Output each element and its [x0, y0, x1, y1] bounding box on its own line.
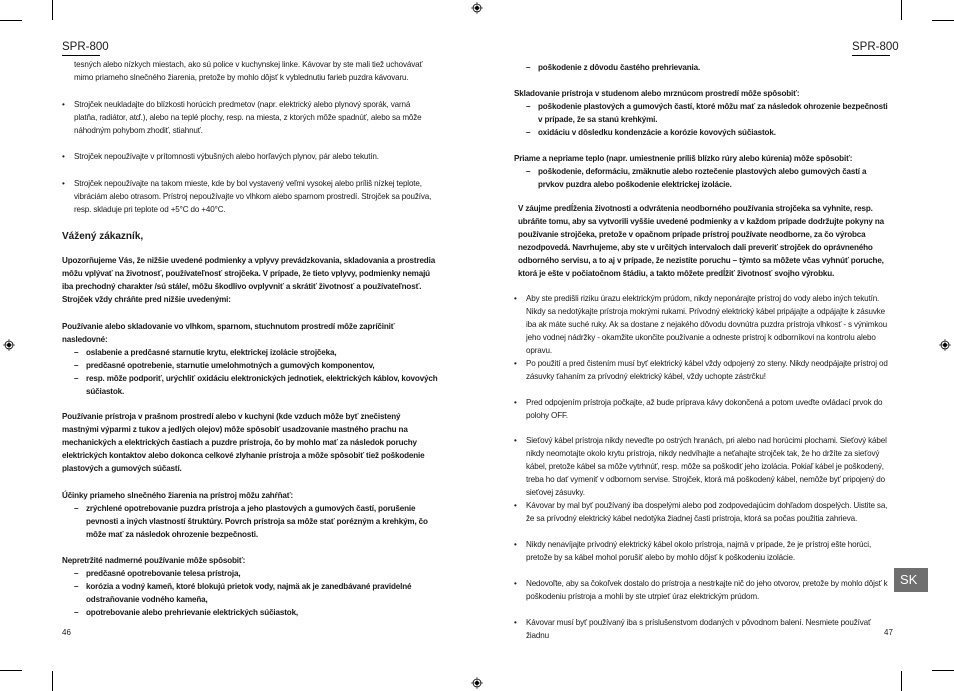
- left-continued-text: tesných alebo nízkych miestach, ako sú police v kuchynskej linke. Kávovar by ste mali tiež uchovávať mimo priameho slnečného žiarenia, pretože by mohlo dôjsť k vyblednutiu farieb puzdra kávovaru.: [74, 60, 423, 82]
- crop-mark: [52, 0, 53, 20]
- dash-mark: –: [526, 102, 531, 111]
- dash-mark: –: [74, 374, 79, 383]
- bullet-mark: •: [62, 100, 65, 109]
- dash-mark: –: [74, 569, 79, 578]
- dash-text: opotrebovanie alebo prehrievanie elektrických súčiastok,: [86, 608, 299, 617]
- bullet-text: Strojček neukladajte do blízkosti horúcich predmetov (napr. elektrický alebo plynový sporák, varná platňa, radiátor, atď.), alebo na teplé plochy, resp. na miesta, z ktorých môže spadnúť, alebo sa môže náhodným pohybom zhodiť, stiahnuť.: [74, 100, 422, 135]
- bullet-text: Nedovoľte, aby sa čokoľvek dostalo do prístroja a nestrkajte nič do jeho otvorov, pretože by mohlo dôjsť k poškodeniu prístroja a mohli by ste utrpieť úraz elektrickým prúdom.: [526, 579, 888, 601]
- bullet-text: Kávovar by mal byť používaný iba dospelými alebo pod zodpovedajúcim dohľadom dospelých. Uistite sa, že sa prívodný elektrický kábel nedotýka žiadnej časti prístroja, ktorá sa počas použitia zahrieva.: [526, 501, 888, 523]
- bullet-text: Strojček nepoužívajte v prítomnosti výbušných alebo horľavých plynov, pár alebo tekutín.: [74, 152, 379, 161]
- right-bullet-5: [514, 499, 892, 527]
- left-sec4-item-3: [74, 606, 438, 619]
- bullet-mark: •: [62, 152, 65, 161]
- left-sec1-item-2: [74, 359, 438, 372]
- dash-text: predčasné opotrebovanie telesa prístroja,: [86, 569, 241, 578]
- dash-text: oslabenie a predčasné starnutie krytu, elektrickej izolácie strojčeka,: [86, 348, 337, 357]
- left-sec1-item-1: [74, 346, 438, 359]
- bullet-text: Po použití a pred čistením musí byť elektrický kábel vždy odpojený zo steny. Nikdy neodpájajte prístroj od zásuvky ťahaním za prívodný elektrický kábel, vždy uchopte zástrčku!: [526, 359, 888, 381]
- left-sec4-item-2: [74, 580, 438, 606]
- left-page-number: 46: [62, 628, 71, 637]
- dash-text: resp. môže podporiť, urýchliť oxidáciu elektronických jednotiek, elektrických káblov, kovových súčiastok.: [86, 374, 438, 396]
- bullet-text: Kávovar musí byť používaný iba s príslušenstvom dodaných v pôvodnom balení. Nesmiete používať žiadnu: [526, 618, 871, 640]
- right-bullet-6: [514, 538, 892, 566]
- left-page-header: SPR-800: [62, 41, 109, 53]
- bullet-mark: •: [514, 618, 517, 627]
- left-sec2-text: Používanie prístroja v prašnom prostredí alebo v kuchyni (kde vzduch môže byť znečistený mastnými výparmi z tukov a jedlých olejov) môže spôsobiť usadzovanie mastného prachu na mechanických a elektrických častiach a puzdre prístroja, čo by mohlo mať za následok poruchy elektrických kontaktov alebo dokonca celkové zlyhanie prístroja a môže spôsobiť tiež poškodenie plastových a gumových súčastí.: [62, 412, 425, 473]
- crop-mark: [0, 670, 22, 671]
- right-sec5-item-2: [526, 126, 892, 139]
- dash-text: poškodenie z dôvodu častého prehrievania.: [538, 63, 701, 72]
- crop-mark: [901, 671, 902, 691]
- dash-text: predčasné opotrebenie, starnutie umelohmotných a gumových komponentov,: [86, 361, 375, 370]
- left-intro: Upozorňujeme Vás, že nižšie uvedené podmienky a vplyvy prevádzkovania, skladovania a prostredia môžu vplývať na životnosť, používateľnosť strojčeka. V prípade, že tieto vplyvy, podmienky nemajú iba prechodný charakter /sú stále/, môžu škodlivo ovplyvniť a skrátiť životnosť a používateľnosť. Strojček vždy chráňte pred nižšie uvedenými:: [62, 256, 436, 304]
- registration-mark-icon: [3, 339, 15, 351]
- right-header-rule: [852, 55, 890, 56]
- right-sec6-title: Priame a nepriame teplo (napr. umiestnenie príliš blízko rúry alebo kúrenia) môže spôsobiť:: [514, 154, 853, 163]
- dash-mark: –: [526, 167, 531, 176]
- left-sec4-title: Nepretržité nadmerné používanie môže spôsobiť:: [62, 556, 246, 565]
- right-bullet-1: [514, 292, 892, 355]
- crop-mark: [901, 0, 902, 20]
- bullet-text: Strojček nepoužívajte na takom mieste, kde by bol vystavený veľmi vysokej alebo príliš nízkej teplote, vibráciám alebo otrasom. Prístroj nepoužívajte vo vlhkom alebo sparnom prostredí. Strojček sa používa, resp. skladuje pri teplote od +5°C do +40°C.: [74, 179, 432, 214]
- left-sec1-item-3: [74, 372, 438, 398]
- bullet-mark: •: [514, 359, 517, 368]
- crop-mark: [52, 671, 53, 691]
- bullet-text: Pred odpojením prístroja počkajte, až bude príprava kávy dokončená a potom uveďte ovládací prvok do polohy OFF.: [526, 398, 883, 420]
- bullet-mark: •: [514, 398, 517, 407]
- bullet-mark: •: [514, 501, 517, 510]
- right-note: V záujme predĺženia životnosti a odvrátenia neodborného používania strojčeka sa vyhnite, resp. ubráňte tomu, aby sa vytvorili vyššie uvedené podmienky a v každom prípade dodržujte pokyny na používanie strojčeka, pretože v opačnom prípade prístroj používate neodborne, za čo výrobca nezodpovedá. Navrhujeme, aby ste v určitých intervaloch dali preveriť strojček do oprávneného odborného servisu, a to aj v prípade, že nezistíte poruchu – týmto sa môžete včas vyhnúť poruche, ktorá je ešte v počiatočnom štádiu, a takto môžete predĺžiť životnosť svojho výrobku.: [518, 204, 884, 278]
- dash-mark: –: [526, 128, 531, 137]
- right-page-number: 47: [884, 628, 893, 637]
- bullet-text: Nikdy nenavíjajte prívodný elektrický kábel okolo prístroja, najmä v prípade, že je prístroj ešte horúci, pretože by sa kábel mohol porušiť alebo by mohlo dôjsť k poškodeniu izolácie.: [526, 540, 872, 562]
- bullet-mark: •: [514, 294, 517, 303]
- language-tab-sk: SK: [894, 568, 928, 592]
- right-bullet-7: [514, 577, 892, 605]
- registration-mark-icon: [471, 677, 483, 689]
- dash-mark: –: [74, 348, 79, 357]
- right-top-item: [526, 61, 892, 74]
- right-page-header: SPR-800: [852, 41, 899, 53]
- left-bullet-3: [62, 177, 434, 217]
- dash-mark: –: [74, 582, 79, 591]
- left-greeting-heading: Vážený zákazník,: [62, 231, 144, 242]
- bullet-mark: •: [514, 436, 517, 445]
- right-bullet-4: [514, 434, 892, 497]
- left-sec1-title: Používanie alebo skladovanie vo vlhkom, sparnom, stuchnutom prostredí môže zapríčiniť nasledovné:: [62, 322, 395, 344]
- left-sec4-item-1: [74, 567, 438, 580]
- crop-mark: [932, 20, 954, 21]
- registration-mark-icon: [471, 2, 483, 14]
- dash-mark: –: [74, 361, 79, 370]
- dash-mark: –: [74, 504, 79, 513]
- right-sec5-title: Skladovanie prístroja v studenom alebo mrznúcom prostredí môže spôsobiť:: [514, 89, 800, 98]
- left-header-rule: [62, 55, 100, 56]
- bullet-mark: •: [514, 540, 517, 549]
- left-sec3-title: Účinky priameho slnečného žiarenia na prístroj môžu zahŕňať:: [62, 491, 294, 500]
- left-bullet-2: [62, 150, 434, 164]
- dash-mark: –: [526, 63, 531, 72]
- dash-text: zrýchlené opotrebovanie puzdra prístroja a jeho plastových a gumových častí, porušenie pevnosti a iných vlastností štruktúry. Povrch prístroja sa môže stať porézným a krehkým, čo môže mať za následok ohrozenie bezpečnosti.: [86, 504, 428, 539]
- left-sec3-item-1: [74, 502, 438, 542]
- dash-text: korózia a vodný kameň, ktoré blokujú prietok vody, najmä ak je zanedbávané pravidelné odstraňovanie vodného kameňa,: [86, 582, 412, 604]
- right-bullet-3: [514, 396, 892, 424]
- dash-text: poškodenie plastových a gumových častí, ktoré môžu mať za následok ohrozenie bezpečnosti v prípade, že sa stanú krehkými.: [538, 102, 888, 124]
- dash-text: oxidáciu v dôsledku kondenzácie a korózie kovových súčiastok.: [538, 128, 776, 137]
- crop-mark: [932, 670, 954, 671]
- right-sec6-item-1: [526, 165, 892, 191]
- bullet-text: Aby ste predišli riziku úrazu elektrickým prúdom, nikdy neponárajte prístroj do vody alebo iných tekutín. Nikdy sa nedotýkajte prístroja mokrými rukami. Prívodný elektrický kábel pripájajte a odpájajte k zásuvke iba ak máte suché ruky. Ak sa dostane z nejakého dôvodu dovnútra puzdra prístroja vlhkosť - s výnimkou jeho vodnej nádržky - okamžite ukončite používanie a odneste prístroj k odborníkovi na kontrolu alebo opravu.: [526, 294, 887, 355]
- right-sec5-item-1: [526, 100, 892, 126]
- dash-mark: –: [74, 608, 79, 617]
- registration-mark-icon: [939, 339, 951, 351]
- dash-text: poškodenie, deformáciu, zmäknutie alebo roztečenie plastových alebo gumových častí a prvkov puzdra alebo poškodenie elektrickej izolácie.: [538, 167, 867, 189]
- bullet-mark: •: [514, 579, 517, 588]
- bullet-mark: •: [62, 179, 65, 188]
- right-bullet-2: [514, 357, 892, 385]
- bullet-text: Sieťový kábel prístroja nikdy neveďte po ostrých hranách, pri alebo nad horúcimi plochami. Sieťový kábel nikdy neomotajte okolo krytu prístroja, nikdy nedvíhajte a neťahajte strojček tak, že ho držíte za sieťový kábel, pretože kábel sa môže vytrhnúť, resp. môže sa poškodiť jeho izolácia. Pokiaľ kábel je poškodený, treba ho dať vymeniť v odbornom servise. Strojček, ktorá má poškodený kábel, nemôže byť pripojený do sieťovej zásuvky.: [526, 436, 887, 497]
- left-bullet-1: [62, 98, 434, 138]
- crop-mark: [0, 20, 22, 21]
